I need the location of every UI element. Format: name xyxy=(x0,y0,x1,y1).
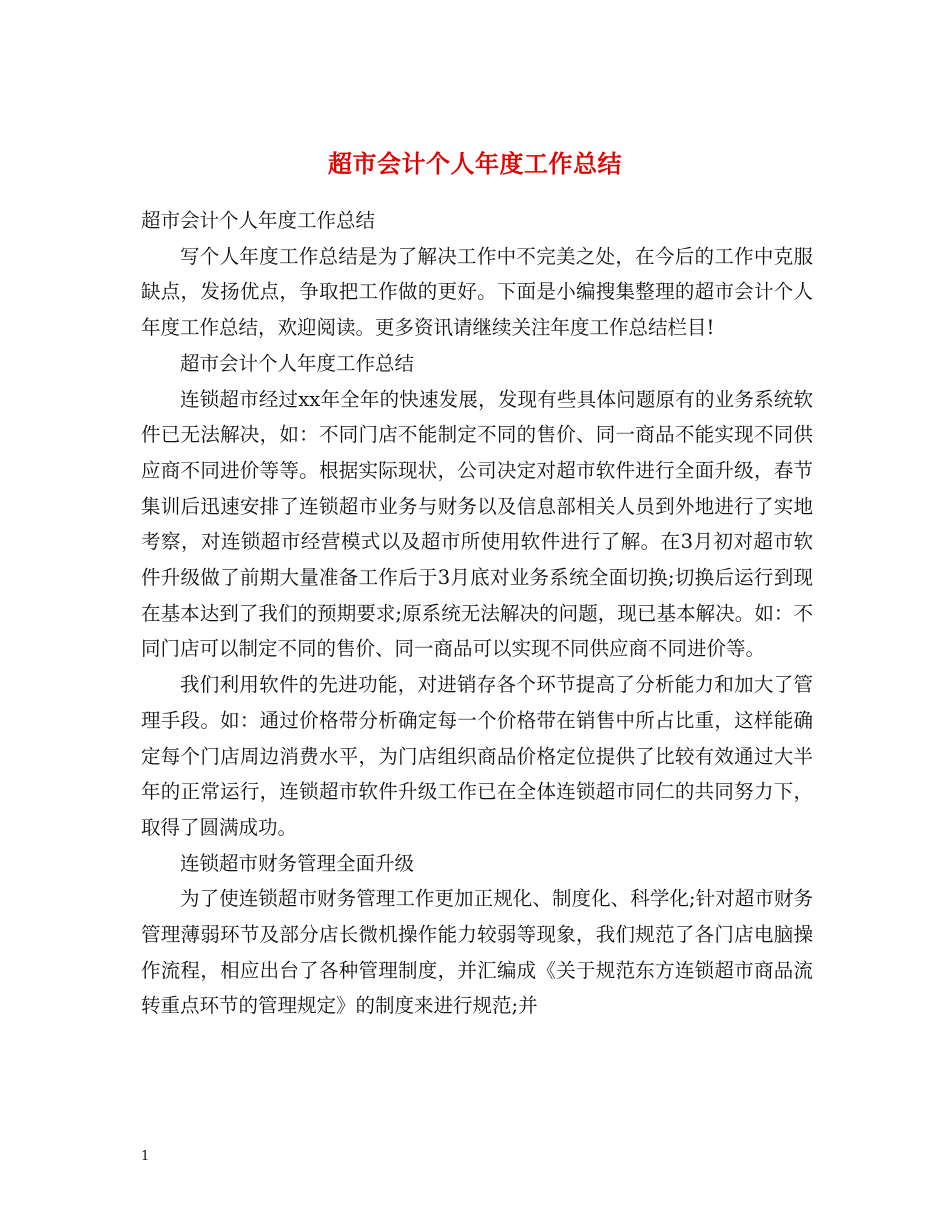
paragraph-finance-management: 为了使连锁超市财务管理工作更加正规化、制度化、科学化;针对超市财务管理薄弱环节及部分店长微机操作能力较弱等现象，我们规范了各门店电脑操作流程，相应出台了各种管理制度，并汇编成《关于规范东方连锁超市商品流转重点环节的管理规定》的制度来进行规范;并 xyxy=(141,887,813,1018)
paragraph-software-features: 我们利用软件的先进功能，对进销存各个环节提高了分析能力和加大了管理手段。如：通过价格带分析确定每一个价格带在销售中所占比重，这样能确定每个门店周边消费水平，为门店组织商品价格定位提供了比较有效通过大半年的正常运行，连锁超市软件升级工作已在全体连锁超市同仁的共同努力下，取得了圆满成功。 xyxy=(141,673,813,839)
paragraph-subheading: 超市会计个人年度工作总结 xyxy=(180,351,415,375)
paragraph-software-upgrade: 连锁超市经过xx年全年的快速发展，发现有些具体问题原有的业务系统软件已无法解决，如：不同门店不能制定不同的售价、同一商品不能实现不同供应商不同进价等等。根据实际现状，公司决定对超市软件进行全面升级，春节集训后迅速安排了连锁超市业务与财务以及信息部相关人员到外地进行了实地考察，对连锁超市经营模式以及超市所使用软件进行了解。在3月初对超市软件升级做了前期大量准备工作后于3月底对业务系统全面切换;切换后运行到现在基本达到了我们的预期要求;原系统无法解决的问题，现已基本解决。如：不同门店可以制定不同的售价、同一商品可以实现不同供应商不同进价等。 xyxy=(141,387,813,661)
document-title: 超市会计个人年度工作总结 xyxy=(328,149,622,179)
paragraph-finance-heading: 连锁超市财务管理全面升级 xyxy=(180,851,415,875)
page-number: 1 xyxy=(141,1149,150,1164)
document-body xyxy=(141,203,813,1024)
paragraph-heading: 超市会计个人年度工作总结 xyxy=(141,209,376,232)
paragraph-intro: 写个人年度工作总结是为了解决工作中不完美之处，在今后的工作中克服缺点，发扬优点，争取把工作做的更好。下面是小编搜集整理的超市会计个人年度工作总结，欢迎阅读。更多资讯请继续关注年度工作总结栏目! xyxy=(141,244,813,340)
